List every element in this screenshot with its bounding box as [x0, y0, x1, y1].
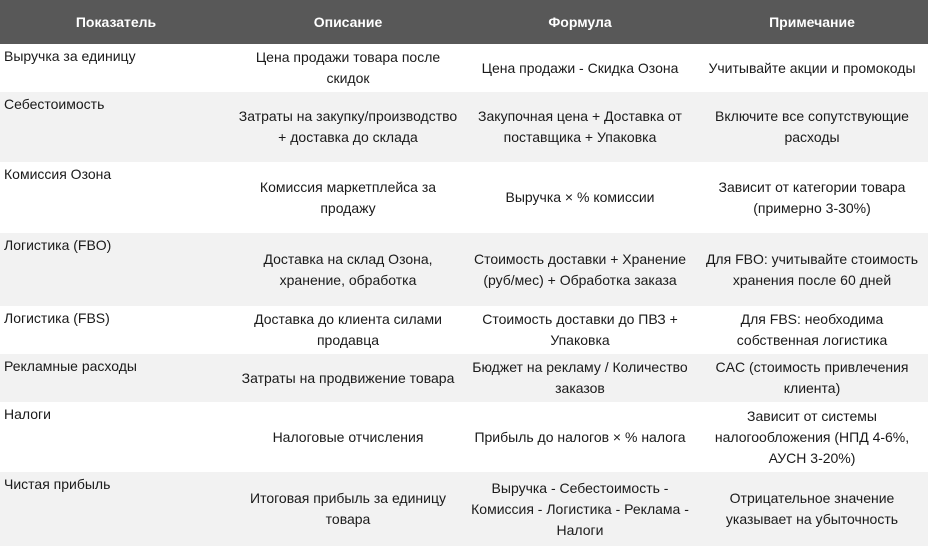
cell-formula: Стоимость доставки до ПВЗ + Упаковка — [464, 306, 696, 354]
cell-description: Цена продажи товара после скидок — [232, 44, 464, 92]
table-row — [0, 233, 928, 306]
table-row — [0, 162, 928, 233]
cell-note: Включите все сопутствующие расходы — [696, 92, 928, 162]
cell-description: Доставка до клиента силами продавца — [232, 306, 464, 354]
table-row — [0, 44, 928, 92]
cell-description: Итоговая прибыль за единицу товара — [232, 472, 464, 546]
cell-note: Зависит от категории товара (примерно 3-30%) — [696, 162, 928, 233]
cell-note: Для FBO: учитывайте стоимость хранения после 60 дней — [696, 233, 928, 306]
cell-indicator: Налоги — [0, 402, 232, 472]
cell-indicator: Логистика (FBS) — [0, 306, 232, 354]
table-row — [0, 354, 928, 402]
cell-formula: Выручка × % комиссии — [464, 162, 696, 233]
cell-note: Для FBS: необходима собственная логистика — [696, 306, 928, 354]
header-formula: Формула — [464, 0, 696, 44]
table-row — [0, 306, 928, 354]
cell-note: CAC (стоимость привлечения клиента) — [696, 354, 928, 402]
cell-indicator: Логистика (FBO) — [0, 233, 232, 306]
cell-note: Зависит от системы налогообложения (НПД 4-6%, АУСН 3-20%) — [696, 402, 928, 472]
table-row — [0, 402, 928, 472]
cell-description: Комиссия маркетплейса за продажу — [232, 162, 464, 233]
cell-description: Доставка на склад Озона, хранение, обработка — [232, 233, 464, 306]
cell-indicator: Рекламные расходы — [0, 354, 232, 402]
cell-description: Затраты на закупку/производство + доставка до склада — [232, 92, 464, 162]
cell-formula: Бюджет на рекламу / Количество заказов — [464, 354, 696, 402]
header-note: Примечание — [696, 0, 928, 44]
cell-indicator: Выручка за единицу — [0, 44, 232, 92]
cell-description: Затраты на продвижение товара — [232, 354, 464, 402]
header-indicator: Показатель — [0, 0, 232, 44]
cell-description: Налоговые отчисления — [232, 402, 464, 472]
cell-note: Отрицательное значение указывает на убыточность — [696, 472, 928, 546]
cell-formula: Прибыль до налогов × % налога — [464, 402, 696, 472]
table-row — [0, 472, 928, 546]
cell-indicator: Комиссия Озона — [0, 162, 232, 233]
header-description: Описание — [232, 0, 464, 44]
table-row — [0, 92, 928, 162]
cell-indicator: Себестоимость — [0, 92, 232, 162]
cell-formula: Стоимость доставки + Хранение (руб/мес) + Обработка заказа — [464, 233, 696, 306]
cell-formula: Цена продажи - Скидка Озона — [464, 44, 696, 92]
cell-indicator: Чистая прибыль — [0, 472, 232, 546]
table-header-row — [0, 0, 928, 44]
cell-formula: Выручка - Себестоимость - Комиссия - Логистика - Реклама - Налоги — [464, 472, 696, 546]
cell-note: Учитывайте акции и промокоды — [696, 44, 928, 92]
cell-formula: Закупочная цена + Доставка от поставщика + Упаковка — [464, 92, 696, 162]
